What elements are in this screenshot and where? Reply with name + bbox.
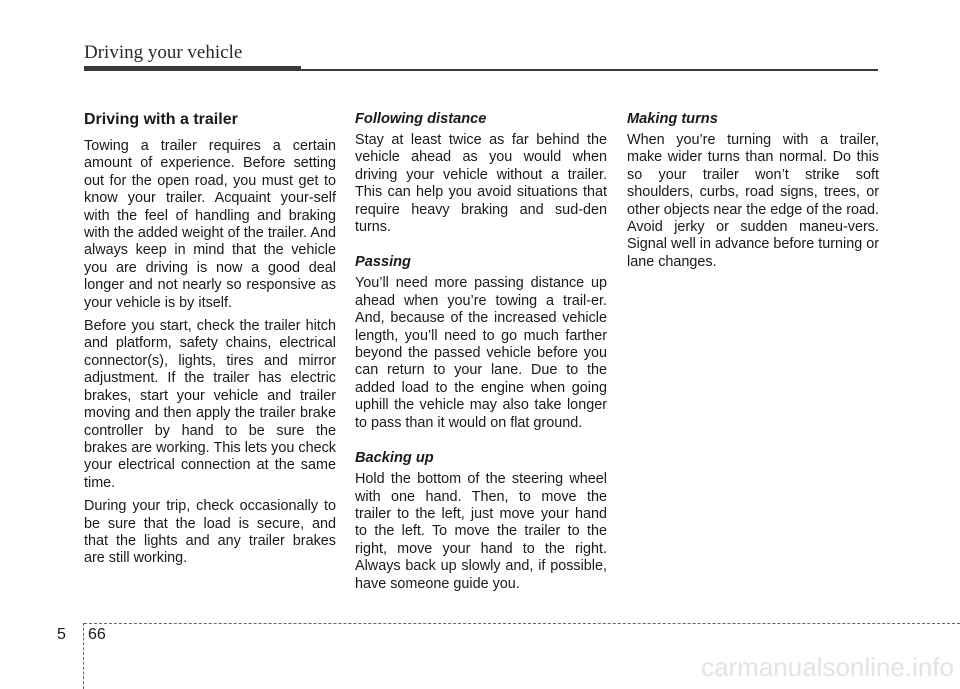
subheading-backing-up: Backing up bbox=[355, 450, 434, 467]
subheading-making-turns: Making turns bbox=[627, 111, 718, 127]
paragraph: Hold the bottom of the steering wheel with one hand. Then, to move the trailer to the left, just move your hand to the left. To move the trailer to the right, move your hand to the right. Always back up slowly and, if possible, have someone guide you. bbox=[355, 471, 607, 592]
paragraph: Stay at least twice as far behind the vehicle ahead as you would when driving your vehicle without a trailer. This can help you avoid situations that require heavy braking and sud-den turns. bbox=[355, 132, 607, 236]
paragraph: When you’re turning with a trailer, make wider turns than normal. Do this so your trailer won’t strike soft shoulders, curbs, road signs, trees, or other objects near the edge of the road. Avoid jerky or sudden maneu-vers. Signal well in advance before turning or lane changes. bbox=[627, 132, 880, 270]
header-rule-thin bbox=[301, 69, 878, 71]
header-title: Driving your vehicle bbox=[84, 42, 243, 63]
chapter-number: 5 bbox=[57, 626, 66, 643]
paragraph: Before you start, check the trailer hitch and platform, safety chains, electrical connector(s), lights, tires and mirror adjustment. If the trailer has electric brakes, start your vehicle and trailer moving and then apply the trailer brake controller by hand to be sure the brakes are working. This lets you check your electrical connection at the same time. bbox=[84, 318, 336, 491]
column-1 bbox=[84, 110, 336, 574]
footer-rule bbox=[84, 623, 960, 624]
watermark: carmanualsonline.info bbox=[701, 652, 954, 682]
subheading-passing: Passing bbox=[355, 254, 411, 271]
footer-divider bbox=[83, 623, 84, 689]
column-3 bbox=[627, 110, 879, 277]
header-rule-thick bbox=[84, 66, 301, 71]
column-2 bbox=[355, 110, 607, 599]
paragraph: You’ll need more passing distance up ahead when you’re towing a trail-er. And, because of the increased vehicle length, you’ll need to go much farther beyond the passed vehicle before you can return to your lane. Due to the added load to the engine when going uphill the vehicle may also take longer to pass than it would on flat ground. bbox=[355, 275, 607, 431]
paragraph: During your trip, check occasionally to be sure that the load is secure, and that the lights and any trailer brakes are still working. bbox=[84, 498, 336, 567]
paragraph: Towing a trailer requires a certain amount of experience. Before setting out for the open road, you must get to know your trailer. Acquaint your-self with the feel of handling and braking with the added weight of the trailer. And always keep in mind that the vehicle you are driving is now a good deal longer and not nearly so responsive as your vehicle is by itself. bbox=[84, 138, 336, 311]
section-heading-driving-with-trailer: Driving with a trailer bbox=[84, 111, 238, 128]
page-number: 66 bbox=[88, 626, 106, 643]
subheading-following-distance: Following distance bbox=[355, 111, 487, 127]
